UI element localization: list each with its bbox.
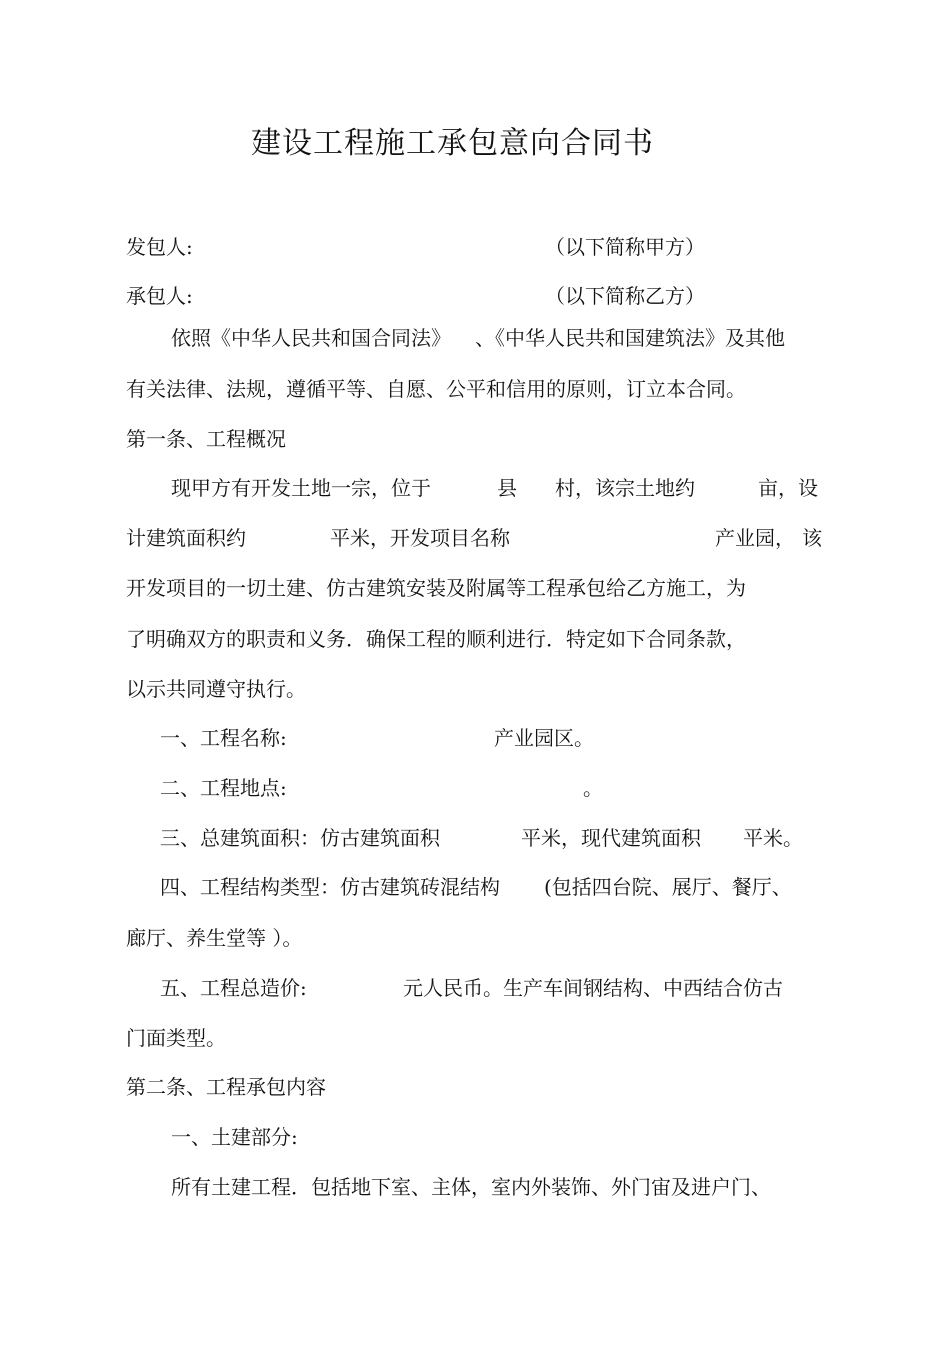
article-2-sub1: 一、土建部分: <box>171 1125 298 1149</box>
article-1-p5: 以示共同遵守执行。 <box>126 677 306 701</box>
party-a-note: （以下简称甲方） <box>545 235 705 259</box>
intro-line-1a: 依照《中华人民共和国合同法》 <box>171 326 451 350</box>
article-1-heading: 第一条、工程概况 <box>126 427 286 451</box>
article-1-p1d: 亩，设 <box>758 476 818 500</box>
item-4c: 廊厅、养生堂等 ）。 <box>126 926 303 950</box>
intro-line-2: 有关法律、法规，遵循平等、自愿、公平和信用的原则，订立本合同。 <box>126 377 746 401</box>
page-title: 建设工程施工承包意向合同书 <box>251 126 654 161</box>
item-2-value: 。 <box>583 776 603 800</box>
item-4b: (包括四台院、展厅、餐厅、 <box>544 875 792 899</box>
item-3b: 平米，现代建筑面积 <box>521 826 701 850</box>
item-5c: 门面类型。 <box>126 1026 226 1050</box>
article-1-p2d: 该 <box>802 526 822 550</box>
article-1-p2c: 产业园， <box>715 526 795 550</box>
item-3c: 平米。 <box>743 826 803 850</box>
article-1-p4: 了明确双方的职责和义务．确保工程的顺利进行．特定如下合同条款， <box>126 627 746 651</box>
article-1-p1b: 县 <box>497 476 517 500</box>
item-2-label: 二、工程地点: <box>160 776 287 800</box>
article-1-p3: 开发项目的一切土建、仿古建筑安装及附属等工程承包给乙方施工，为 <box>126 576 746 600</box>
article-1-p2a: 计建筑面积约 <box>126 526 246 550</box>
item-1-label: 一、工程名称: <box>160 726 287 750</box>
item-1-value: 产业园区。 <box>494 726 594 750</box>
item-3a: 三、总建筑面积：仿古建筑面积 <box>160 826 440 850</box>
article-1-p1c: 村，该宗土地约 <box>555 476 695 500</box>
intro-line-1b: 、《中华人民共和国建筑法》及其他 <box>475 326 785 350</box>
party-b-note: （以下简称乙方） <box>545 284 705 308</box>
party-b-label: 承包人: <box>126 284 193 308</box>
item-5b: 元人民币。生产车间钢结构、中西结合仿古 <box>403 976 783 1000</box>
article-2-heading: 第二条、工程承包内容 <box>126 1075 326 1099</box>
article-1-p2b: 平米，开发项目名称 <box>330 526 510 550</box>
article-2-sub1-text: 所有土建工程．包括地下室、主体，室内外装饰、外门宙及进户门、 <box>171 1175 771 1199</box>
party-a-label: 发包人: <box>126 235 193 259</box>
article-1-p1a: 现甲方有开发土地一宗，位于 <box>171 476 431 500</box>
item-4a: 四、工程结构类型：仿古建筑砖混结构 <box>160 875 500 899</box>
item-5a: 五、工程总造价: <box>160 976 307 1000</box>
